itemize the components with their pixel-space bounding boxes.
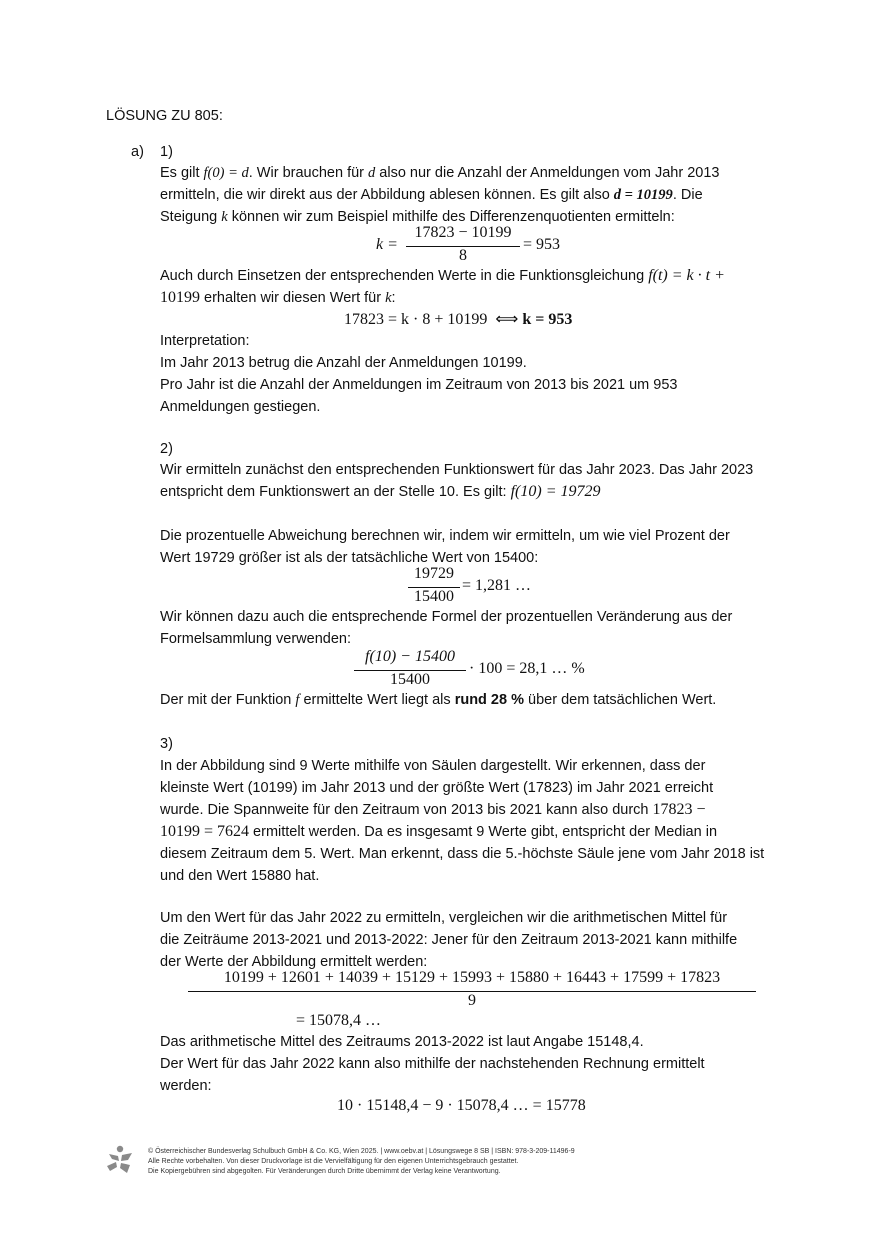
bold-text: rund 28 % <box>454 692 524 708</box>
sub2-line2 <box>160 481 601 503</box>
sub1-line1 <box>160 162 719 184</box>
eq-percent-numerator: f(10) − 15400 <box>365 648 455 665</box>
eq-k-solve: 17823 = k · 8 + 10199 ⟺ k = 953 <box>344 311 573 328</box>
sub3-line1: In der Abbildung sind 9 Werte mithilfe von Säulen dargestellt. Wir erkennen, dass der <box>160 758 706 774</box>
eq-k-lhs: k = <box>376 236 398 253</box>
sub3-line12: werden: <box>160 1078 212 1094</box>
eq-k-numerator: 17823 − 10199 <box>414 224 512 241</box>
sub2-line4: Wert 19729 größer ist als der tatsächliche Wert von 15400: <box>160 550 539 566</box>
eq-k-rhs: = 953 <box>523 236 561 253</box>
sub3-line9: der Werte der Abbildung ermittelt werden: <box>160 954 428 970</box>
sub1-line5 <box>160 287 396 309</box>
eq-k-denominator: 8 <box>459 247 467 264</box>
text: Es gilt <box>160 165 204 181</box>
text: erhalten wir diesen Wert für <box>200 290 386 306</box>
math-inline: k <box>385 290 392 306</box>
sub2-label: 2) <box>160 441 173 457</box>
text: ermittelte Wert liegt als <box>299 692 455 708</box>
text: also nur die Anzahl der Anmeldungen vom Jahr 2013 <box>375 165 720 181</box>
sub3-line7: Um den Wert für das Jahr 2022 zu ermitteln, vergleichen wir die arithmetischen Mittel für <box>160 910 728 926</box>
sub1-line4 <box>160 265 725 287</box>
text: Auch durch Einsetzen der entsprechenden Werte in die Funktionsgleichung <box>160 268 649 284</box>
math-bold: d = 10199 <box>613 187 673 203</box>
sub2-line6: Formelsammlung verwenden: <box>160 631 351 647</box>
text: ermitteln, die wir direkt aus der Abbildung ablesen können. Es gilt also <box>160 187 614 203</box>
eq-mean-numerator: 10199 + 12601 + 14039 + 15129 + 15993 + 15880 + 16443 + 17599 + 17823 <box>223 969 721 986</box>
sub3-line3 <box>160 799 706 821</box>
sub3-line6: und den Wert 15880 hat. <box>160 868 320 884</box>
math-inline: k <box>221 209 228 225</box>
eq-ratio-rhs: = 1,281 … <box>462 577 532 594</box>
eq-percent-denominator: 15400 <box>390 671 430 688</box>
text: Steigung <box>160 209 222 225</box>
text: : <box>391 290 396 306</box>
math-inline: 10199 = 7624 <box>160 823 250 840</box>
eq-2022-value: 10 · 15148,4 − 9 · 15078,4 … = 15778 <box>337 1097 586 1114</box>
sub3-line5: diesem Zeitraum dem 5. Wert. Man erkennt, dass die 5.-höchste Säule jene vom Jahr 2018 ist <box>160 846 765 862</box>
eq-ratio-denominator: 15400 <box>414 588 454 605</box>
eq-mean-denominator: 9 <box>468 992 476 1009</box>
math-inline: f(0) = d <box>203 165 249 181</box>
math-inline: f(10) = 19729 <box>510 483 601 500</box>
page-heading: LÖSUNG ZU 805: <box>106 108 223 124</box>
eq-ratio-numerator: 19729 <box>414 565 454 582</box>
footer-copyright: © Österreichischer Bundesverlag Schulbuch GmbH & Co. KG, Wien 2025. | www.oebv.at | Lösungswege 8 SB | ISBN: 978-3-209-11496-9 <box>148 1148 575 1155</box>
text: wurde. Die Spannweite für den Zeitraum von 2013 bis 2021 kann also durch <box>160 802 653 818</box>
sub3-line2: kleinste Wert (10199) im Jahr 2013 und der größte Wert (17823) im Jahr 2021 erreicht <box>160 780 714 796</box>
footer-fees: Die Kopiergebühren sind abgegolten. Für Veränderungen durch Dritte übernimmt der Verlag keine Verantwortung. <box>148 1168 501 1175</box>
sub2-line1: Wir ermitteln zunächst den entsprechenden Funktionswert für das Jahr 2023. Das Jahr 2023 <box>160 462 754 478</box>
text: können wir zum Beispiel mithilfe des Differenzenquotienten ermitteln: <box>227 209 675 225</box>
interpretation-line3: Anmeldungen gestiegen. <box>160 399 321 415</box>
part-a-label: a) <box>131 144 144 160</box>
sub3-line11: Der Wert für das Jahr 2022 kann also mithilfe der nachstehenden Rechnung ermittelt <box>160 1056 705 1072</box>
interpretation-label: Interpretation: <box>160 333 250 349</box>
text: . Die <box>672 187 703 203</box>
sub3-label: 3) <box>160 736 173 752</box>
sub3-line4 <box>160 821 717 843</box>
footer-rights: Alle Rechte vorbehalten. Von dieser Druckvorlage ist die Vervielfältigung für den eigenen Unterrichtsgebrauch gestattet. <box>148 1158 519 1165</box>
interpretation-line2: Pro Jahr ist die Anzahl der Anmeldungen im Zeitraum von 2013 bis 2021 um 953 <box>160 377 678 393</box>
sub2-line3: Die prozentuelle Abweichung berechnen wir, indem wir ermitteln, um wie viel Prozent der <box>160 528 730 544</box>
publisher-logo-icon <box>104 1145 136 1175</box>
text: über dem tatsächlichen Wert. <box>523 692 717 708</box>
math-inline: 17823 − <box>652 801 706 818</box>
sub3-line8: die Zeiträume 2013-2021 und 2013-2022: Jener für den Zeitraum 2013-2021 kann mithilfe <box>160 932 738 948</box>
sub1-line2 <box>160 184 703 206</box>
math-inline: 10199 <box>160 289 200 306</box>
text: . Wir brauchen für <box>248 165 369 181</box>
eq-mean-rhs: = 15078,4 … <box>296 1012 382 1029</box>
math-inline: f <box>295 692 300 708</box>
math-inline: f(t) = k · t + <box>648 267 725 284</box>
interpretation-line1: Im Jahr 2013 betrug die Anzahl der Anmeldungen 10199. <box>160 355 527 371</box>
math-inline: d <box>368 165 376 181</box>
eq-percent-rhs: · 100 = 28,1 … % <box>469 660 585 677</box>
text: Der mit der Funktion <box>160 692 296 708</box>
text: entspricht dem Funktionswert an der Stelle 10. Es gilt: <box>160 484 511 500</box>
sub1-label: 1) <box>160 144 173 160</box>
sub2-line5: Wir können dazu auch die entsprechende Formel der prozentuellen Veränderung aus der <box>160 609 733 625</box>
sub2-line7 <box>160 689 716 711</box>
sub3-line10: Das arithmetische Mittel des Zeitraums 2013-2022 ist laut Angabe 15148,4. <box>160 1034 644 1050</box>
text: ermittelt werden. Da es insgesamt 9 Werte gibt, entspricht der Median in <box>249 824 718 840</box>
